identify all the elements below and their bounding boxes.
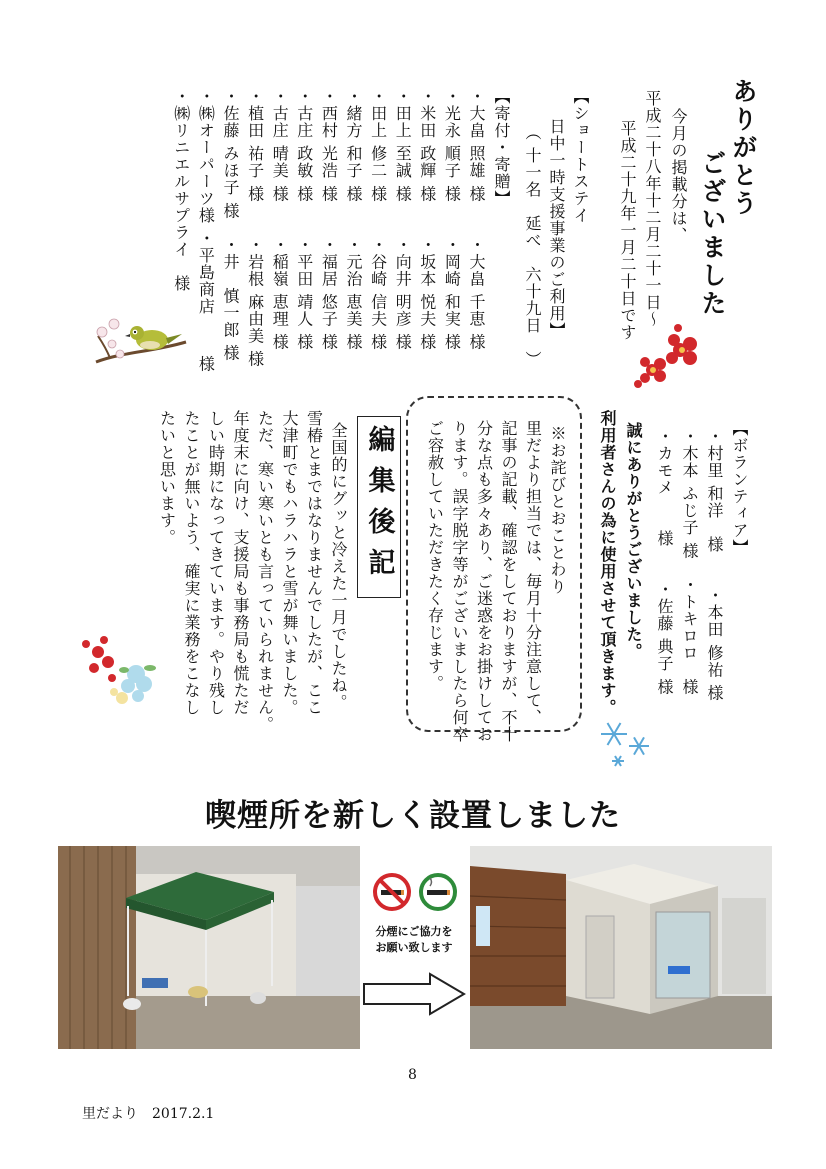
volunteer-row: ・カモメ 様 ・佐藤 典子 様 [655, 428, 674, 696]
white-eye-bird-icon [92, 312, 188, 370]
donation-row: ・大畠 照雄 様 ・大畠 千恵 様 [467, 88, 486, 351]
editorial-line: 雪椿とまではなりませんでしたが、ここ [304, 410, 324, 716]
smoking-area-heading: 喫煙所を新しく設置しました [205, 798, 621, 834]
new-smoking-booth-photo [470, 846, 772, 1049]
editorial-line: たことが無いよう、確実に業務をこなし [182, 410, 201, 716]
volunteer-row: ・村里 和洋 様 ・本田 修祐 様 [705, 428, 724, 702]
editorial-title: 編集後記 [363, 425, 395, 589]
shortstay-line-2: 日中一時支援事業のご利用】 [547, 118, 566, 339]
donation-row: ・古庄 政敏 様 ・平田 靖人 様 [294, 88, 314, 351]
donation-row: ・植田 祐子 様 ・岩根 麻由美 様 [245, 88, 265, 368]
shortstay-line-3: （ 十一名 延べ 六十九日 ） [523, 124, 542, 369]
donation-row: ・佐藤 みほ子 様 ・井 慎一郎 様 [221, 88, 240, 362]
volunteer-heading: 【ボランティア】 [730, 420, 749, 556]
apology-line: ります。誤字脱字等がございましたら何卒 [450, 420, 469, 743]
apology-line: ご容赦していただきたく存じます。 [425, 420, 445, 692]
donation-row: ・古庄 晴美 様 ・稲嶺 恵理 様 [270, 88, 290, 351]
donation-row: ・光永 順子 様 ・岡崎 和実 様 [442, 88, 462, 351]
thanks-title-2: ございました [698, 150, 727, 318]
donation-row: ・田上 至誠 様 ・向井 明彦 様 [393, 88, 413, 351]
editorial-line: 年度末に向け、支援局も事務局も慌ただ [231, 410, 250, 716]
shortstay-heading: 【ショートステイ [571, 88, 590, 224]
donation-row: ・㈱オーパーツ様 ・平島商店 様 [196, 88, 216, 373]
editorial-line: しい時期になってきています。やり残し [206, 410, 226, 716]
editorial-line: 全国的にグッと冷えた一月でしたね。 [329, 422, 348, 711]
page-number: 8 [408, 1067, 417, 1083]
thanks-period-end: 平成二十九年一月二十日です [618, 120, 637, 341]
apology-line: 記事の記載、確認をしておりますが、不十 [499, 420, 518, 743]
donation-row: ・緒方 和子 様 ・元治 恵美 様 [344, 88, 363, 351]
donation-row: ・㈱リニエルサプライ 様 [171, 88, 191, 292]
volunteer-thanks-1: 誠にありがとうございました。 [624, 422, 643, 660]
volunteer-thanks-2: 利用者さんの為に使用させて頂きます。 [598, 410, 617, 716]
smoking-notice-line-1: 分煙にご協力を [375, 925, 453, 938]
donation-row: ・田上 修二 様 ・谷崎 信夫 様 [368, 88, 388, 351]
smoking-area-icon [418, 872, 458, 912]
editorial-line: たいと思います。 [157, 410, 177, 546]
old-smoking-area-photo [58, 846, 360, 1049]
publication-footer: 里だより 2017.2.1 [82, 1106, 215, 1122]
thanks-intro: 今月の掲載分は、 [669, 108, 688, 244]
donations-heading: 【寄付・寄贈】 [492, 88, 511, 207]
smoking-notice-line-2: お願い致します [375, 941, 453, 954]
no-smoking-icon [372, 872, 412, 912]
thanks-period-start: 平成二十八年十二月二十一日～ [643, 90, 662, 328]
thanks-title-1: ありがとう [729, 78, 758, 218]
apology-line: ※お詫びとおことわり [548, 425, 567, 595]
plum-blossom-icon [628, 322, 704, 392]
editorial-line: 大津町でもハラハラと雪が舞いました。 [280, 410, 299, 716]
smoking-notice [362, 924, 466, 956]
editorial-line: ただ、寒い寒いとも言っていられません。 [255, 410, 275, 733]
apology-line: 里だより担当では、毎月十分注意して、 [523, 420, 543, 726]
plum-blossom-icon [78, 634, 162, 710]
snowflake-icon [596, 716, 656, 772]
right-arrow-icon [362, 972, 466, 1016]
editorial-title-box [357, 416, 401, 598]
donation-row: ・西村 光浩 様 ・福居 悠子 様 [319, 88, 339, 351]
volunteer-row: ・木本 ふじ子 様 ・トキロロ 様 [680, 428, 699, 696]
apology-line: 分な点も多々あり、ご迷惑をお掛けしてお [474, 420, 494, 743]
donation-row: ・米田 政輝 様 ・坂本 悦夫 様 [417, 88, 437, 351]
